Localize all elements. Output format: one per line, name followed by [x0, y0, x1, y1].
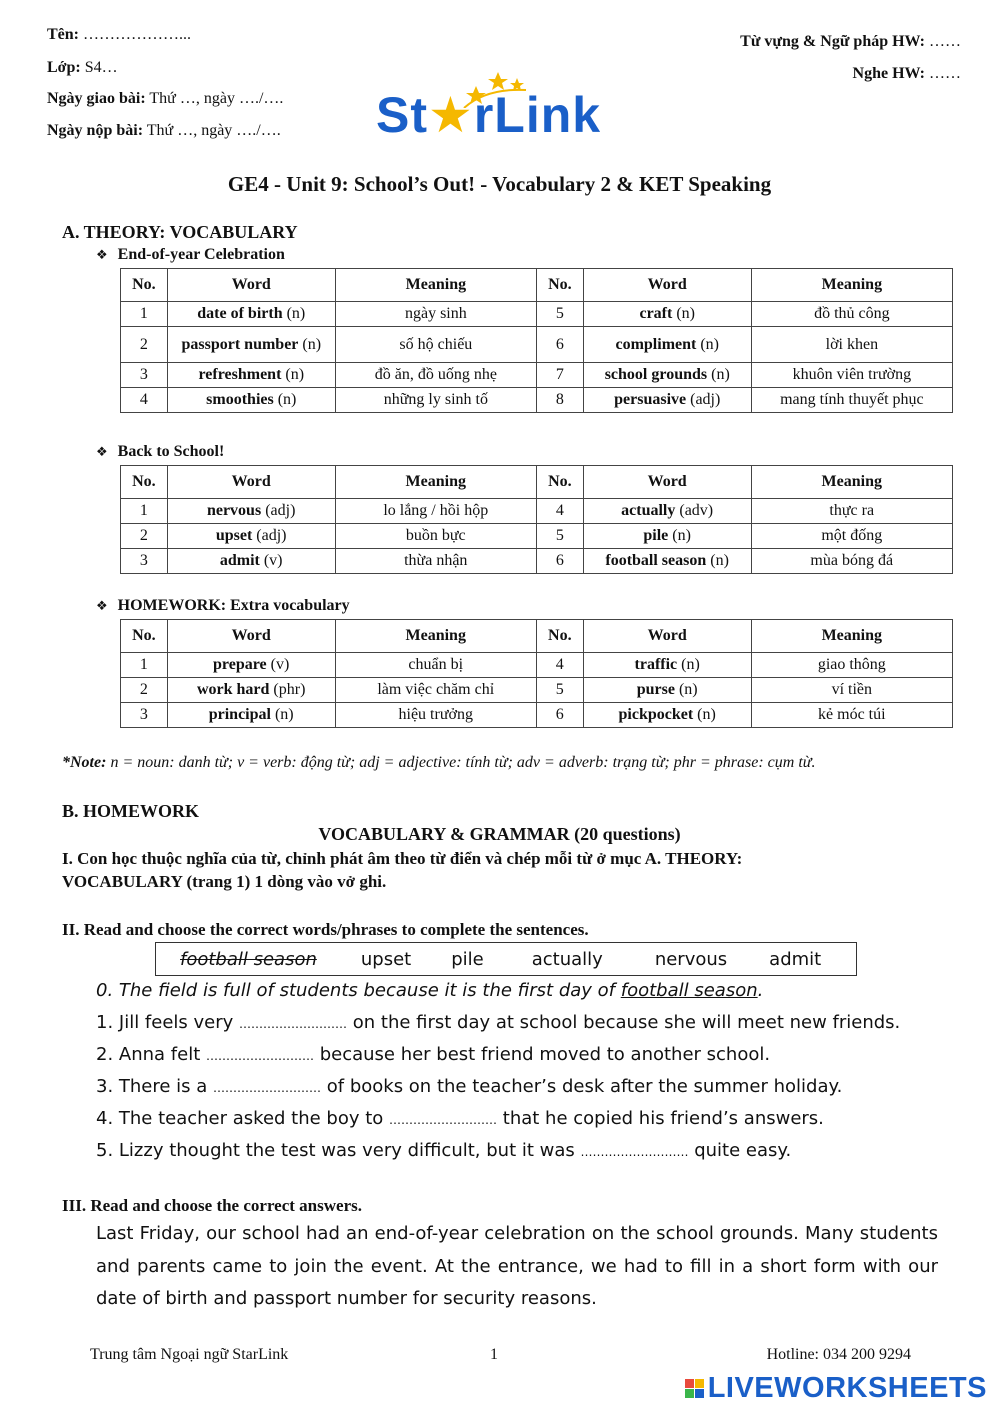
cell-meaning: mùa bóng đá: [751, 549, 952, 574]
part-of-speech: (n): [697, 706, 716, 723]
cell-word: [167, 678, 335, 703]
cell-word: [167, 302, 335, 327]
cell-no: 7: [536, 363, 583, 388]
reading-passage: Last Friday, our school had an end-of-year celebration on the school grounds. Many students and parents came to join the event. At the entrance, we had to fill in a short form with our date of birth and passport number for security reasons.: [96, 1223, 938, 1309]
vocab-table-extra: [120, 619, 953, 728]
class-value: S4…: [84, 59, 118, 76]
word-text: passport number: [181, 335, 299, 353]
cell-word: [583, 499, 751, 524]
cell-meaning: mang tính thuyết phục: [751, 388, 952, 413]
table1-title: ❖ End-of-year Celebration: [96, 246, 285, 263]
watermark-text: LIVEWORKSHEETS: [707, 1372, 987, 1404]
cell-no: 2: [121, 327, 168, 363]
cell-word: [583, 653, 751, 678]
part2-heading: II. Read and choose the correct words/phrases to complete the sentences.: [62, 920, 589, 939]
submit-date-label: Ngày nộp bài:: [47, 122, 144, 139]
part-of-speech: (n): [277, 391, 297, 408]
cell-meaning: kẻ móc túi: [751, 703, 952, 728]
column-header-no: No.: [121, 466, 168, 499]
word-box-item-example: football season: [180, 948, 317, 970]
part-of-speech: (adj): [256, 527, 287, 544]
part-of-speech: (v): [263, 552, 283, 569]
cell-no: 3: [121, 363, 168, 388]
column-header-no: No.: [536, 620, 583, 653]
answer-blank[interactable]: ………………………: [213, 1081, 322, 1095]
word-text: persuasive: [614, 391, 687, 408]
part-of-speech: (adv): [679, 502, 714, 519]
section-a-heading: A. THEORY: VOCABULARY: [62, 222, 298, 242]
part-of-speech: (n): [274, 706, 294, 723]
table-header-row: [121, 466, 953, 499]
cell-word: [167, 549, 335, 574]
part-of-speech: (n): [672, 527, 691, 544]
cell-word: [167, 499, 335, 524]
cell-meaning: thực ra: [751, 499, 952, 524]
cell-meaning: chuẩn bị: [335, 653, 536, 678]
part-of-speech: (v): [270, 656, 290, 673]
word-box: [155, 942, 857, 976]
cell-no: 1: [121, 302, 168, 327]
table-row: [121, 524, 953, 549]
table-row: [121, 653, 953, 678]
logo-wordmark: St★rLink: [376, 87, 602, 143]
table-row: [121, 363, 953, 388]
diamond-bullet-icon: ❖: [96, 445, 108, 460]
footer-center-name: Trung tâm Ngoại ngữ StarLink: [90, 1346, 289, 1363]
section-b-subheading: VOCABULARY & GRAMMAR (20 questions): [318, 824, 681, 844]
cell-word: [583, 678, 751, 703]
part-of-speech: (adj): [265, 502, 296, 519]
word-box-item: nervous: [654, 948, 728, 970]
word-text: craft: [639, 305, 673, 322]
example-sentence: 0. The field is full of students because it is the first day of football season.: [96, 980, 764, 1001]
cell-word: [583, 327, 751, 363]
name-value: ………………...: [83, 26, 191, 43]
word-box-item: upset: [360, 948, 412, 970]
cell-no: 8: [536, 388, 583, 413]
sentence-5: 5. Lizzy thought the test was very difficult, but it was ……………………… quite easy.: [96, 1140, 792, 1161]
note-line: [62, 754, 815, 772]
cell-meaning: giao thông: [751, 653, 952, 678]
cell-no: 1: [121, 653, 168, 678]
column-header-no: No.: [536, 466, 583, 499]
cell-word: [167, 703, 335, 728]
cell-meaning: thừa nhận: [335, 549, 536, 574]
vocab-hw-field: [740, 33, 961, 51]
column-header-meaning: Meaning: [751, 620, 952, 653]
page-title: GE4 - Unit 9: School’s Out! - Vocabulary 2 & KET Speaking: [227, 172, 772, 196]
word-text: upset: [215, 527, 253, 544]
assign-date-field: [47, 90, 283, 108]
column-header-word: Word: [167, 620, 335, 653]
word-text: pile: [643, 527, 669, 544]
cell-no: 3: [121, 703, 168, 728]
cell-meaning: số hộ chiếu: [335, 327, 536, 363]
table2-title: ❖ Back to School!: [96, 443, 225, 460]
name-label: Tên:: [47, 26, 79, 43]
cell-word: [583, 703, 751, 728]
column-header-word: Word: [167, 269, 335, 302]
cell-word: [167, 388, 335, 413]
vocab-hw-value: ……: [929, 33, 961, 50]
sentence-3: 3. There is a ……………………… of books on the teacher’s desk after the summer holiday.: [96, 1076, 843, 1097]
cell-meaning: làm việc chăm chỉ: [335, 678, 536, 703]
table-row: [121, 549, 953, 574]
assign-date-value: Thứ …, ngày …./….: [149, 90, 284, 107]
cell-word: [583, 549, 751, 574]
cell-no: 5: [536, 302, 583, 327]
note-text: n = noun: danh từ; v = verb: động từ; adj = adjective: tính từ; adv = adverb: trạng từ; phr = phrase: cụm từ.: [106, 754, 816, 771]
word-text: date of birth: [197, 305, 283, 322]
table-row: [121, 302, 953, 327]
table-row: [121, 327, 953, 363]
column-header-meaning: Meaning: [335, 620, 536, 653]
part1-line1: I. Con học thuộc nghĩa của từ, chỉnh phát âm theo từ điển và chép mỗi từ ở mục A. THEORY:: [62, 849, 743, 868]
table-header-row: [121, 620, 953, 653]
table-row: [121, 703, 953, 728]
cell-meaning: hiệu trưởng: [335, 703, 536, 728]
liveworksheets-watermark: [685, 1372, 987, 1405]
word-text: nervous: [206, 502, 262, 519]
cell-meaning: đồ thủ công: [751, 302, 952, 327]
vocab-table-end-of-year: [120, 268, 953, 413]
column-header-word: Word: [583, 269, 751, 302]
word-box-item: admit: [769, 948, 822, 970]
part-of-speech: (n): [302, 335, 322, 353]
answer-blank[interactable]: ………………………: [580, 1145, 689, 1159]
part-of-speech: (n): [710, 552, 729, 569]
cell-no: 6: [536, 327, 583, 363]
listen-hw-value: ……: [929, 65, 961, 82]
cell-meaning: ngày sinh: [335, 302, 536, 327]
assign-date-label: Ngày giao bài:: [47, 90, 146, 107]
cell-meaning: ví tiền: [751, 678, 952, 703]
table-row: [121, 678, 953, 703]
word-text: refreshment: [198, 366, 282, 383]
starlink-logo: [376, 68, 626, 148]
cell-meaning: đồ ăn, đồ uống nhẹ: [335, 363, 536, 388]
word-text: principal: [208, 706, 271, 723]
part-of-speech: (n): [700, 335, 719, 353]
part1-instruction: [62, 847, 742, 893]
column-header-no: No.: [536, 269, 583, 302]
sentence-4: 4. The teacher asked the boy to ……………………… that he copied his friend’s answers.: [96, 1108, 824, 1129]
part-of-speech: (n): [676, 305, 695, 322]
cell-meaning: lo lắng / hồi hộp: [335, 499, 536, 524]
column-header-word: Word: [167, 466, 335, 499]
word-text: prepare: [213, 656, 267, 673]
listen-hw-field: [853, 65, 961, 83]
cell-no: 5: [536, 678, 583, 703]
cell-meaning: một đống: [751, 524, 952, 549]
cell-word: [167, 653, 335, 678]
part-of-speech: (n): [678, 681, 698, 698]
diamond-bullet-icon: ❖: [96, 248, 108, 263]
column-header-word: Word: [583, 620, 751, 653]
word-text: smoothies: [206, 391, 274, 408]
part-of-speech: (n): [711, 366, 730, 383]
cell-meaning: khuôn viên trường: [751, 363, 952, 388]
liveworksheets-logo-icon: [685, 1379, 704, 1398]
cell-no: 2: [121, 524, 168, 549]
column-header-meaning: Meaning: [335, 466, 536, 499]
column-header-word: Word: [583, 466, 751, 499]
cell-no: 6: [536, 703, 583, 728]
submit-date-field: [47, 122, 281, 140]
listen-hw-label: Nghe HW:: [852, 65, 925, 82]
note-label: *Note:: [62, 754, 107, 771]
cell-word: [167, 524, 335, 549]
table-header-row: [121, 269, 953, 302]
submit-date-value: Thứ …, ngày …./….: [146, 122, 281, 139]
class-label: Lớp:: [47, 59, 81, 76]
word-text: traffic: [634, 656, 678, 673]
cell-meaning: những ly sinh tố: [335, 388, 536, 413]
word-box-item: actually: [531, 948, 603, 970]
word-text: purse: [636, 681, 675, 698]
cell-word: [167, 363, 335, 388]
class-field: [47, 59, 118, 77]
cell-no: 4: [536, 499, 583, 524]
sentence-2: 2. Anna felt ……………………… because her best friend moved to another school.: [96, 1044, 771, 1065]
part-of-speech: (phr): [273, 681, 306, 698]
column-header-meaning: Meaning: [751, 269, 952, 302]
vocab-table-back-to-school: [120, 465, 953, 574]
word-text: pickpocket: [618, 706, 694, 723]
cell-word: [583, 524, 751, 549]
vocab-hw-label: Từ vựng & Ngữ pháp HW:: [740, 33, 925, 50]
word-text: compliment: [615, 335, 697, 353]
part3-heading: III. Read and choose the correct answers.: [62, 1196, 362, 1215]
word-text: football season: [605, 552, 707, 569]
cell-word: [167, 327, 335, 363]
column-header-meaning: Meaning: [335, 269, 536, 302]
diamond-bullet-icon: ❖: [96, 599, 108, 614]
footer-page-number: 1: [490, 1346, 498, 1363]
footer-hotline: Hotline: 034 200 9294: [766, 1346, 911, 1363]
sentence-1: 1. Jill feels very ……………………… on the first day at school because she will meet new friends.: [96, 1012, 901, 1033]
cell-no: 6: [536, 549, 583, 574]
word-text: school grounds: [604, 366, 708, 383]
word-box-item: pile: [451, 948, 484, 970]
cell-no: 1: [121, 499, 168, 524]
answer-blank[interactable]: ………………………: [389, 1113, 498, 1127]
name-field: [47, 26, 191, 44]
cell-meaning: buồn bực: [335, 524, 536, 549]
answer-blank[interactable]: ………………………: [239, 1017, 348, 1031]
section-b-heading: B. HOMEWORK: [62, 801, 200, 821]
table-row: [121, 388, 953, 413]
column-header-no: No.: [121, 620, 168, 653]
table-row: [121, 499, 953, 524]
part-of-speech: (n): [286, 305, 306, 322]
word-text: actually: [621, 502, 676, 519]
answer-blank[interactable]: ………………………: [205, 1049, 314, 1063]
cell-no: 2: [121, 678, 168, 703]
word-text: admit: [219, 552, 260, 569]
table3-title: ❖ HOMEWORK: Extra vocabulary: [96, 597, 350, 614]
example-answer: football season: [620, 980, 758, 1001]
logo-star-icon: ★: [428, 87, 474, 143]
cell-word: [583, 302, 751, 327]
column-header-no: No.: [121, 269, 168, 302]
cell-no: 4: [536, 653, 583, 678]
cell-no: 5: [536, 524, 583, 549]
cell-word: [583, 388, 751, 413]
column-header-meaning: Meaning: [751, 466, 952, 499]
word-text: work hard: [196, 681, 270, 698]
part-of-speech: (adj): [690, 391, 721, 408]
part-of-speech: (n): [681, 656, 700, 673]
cell-word: [583, 363, 751, 388]
part1-line2: VOCABULARY (trang 1) 1 dòng vào vở ghi.: [62, 872, 387, 891]
cell-no: 3: [121, 549, 168, 574]
part-of-speech: (n): [285, 366, 305, 383]
cell-meaning: lời khen: [751, 327, 952, 363]
cell-no: 4: [121, 388, 168, 413]
